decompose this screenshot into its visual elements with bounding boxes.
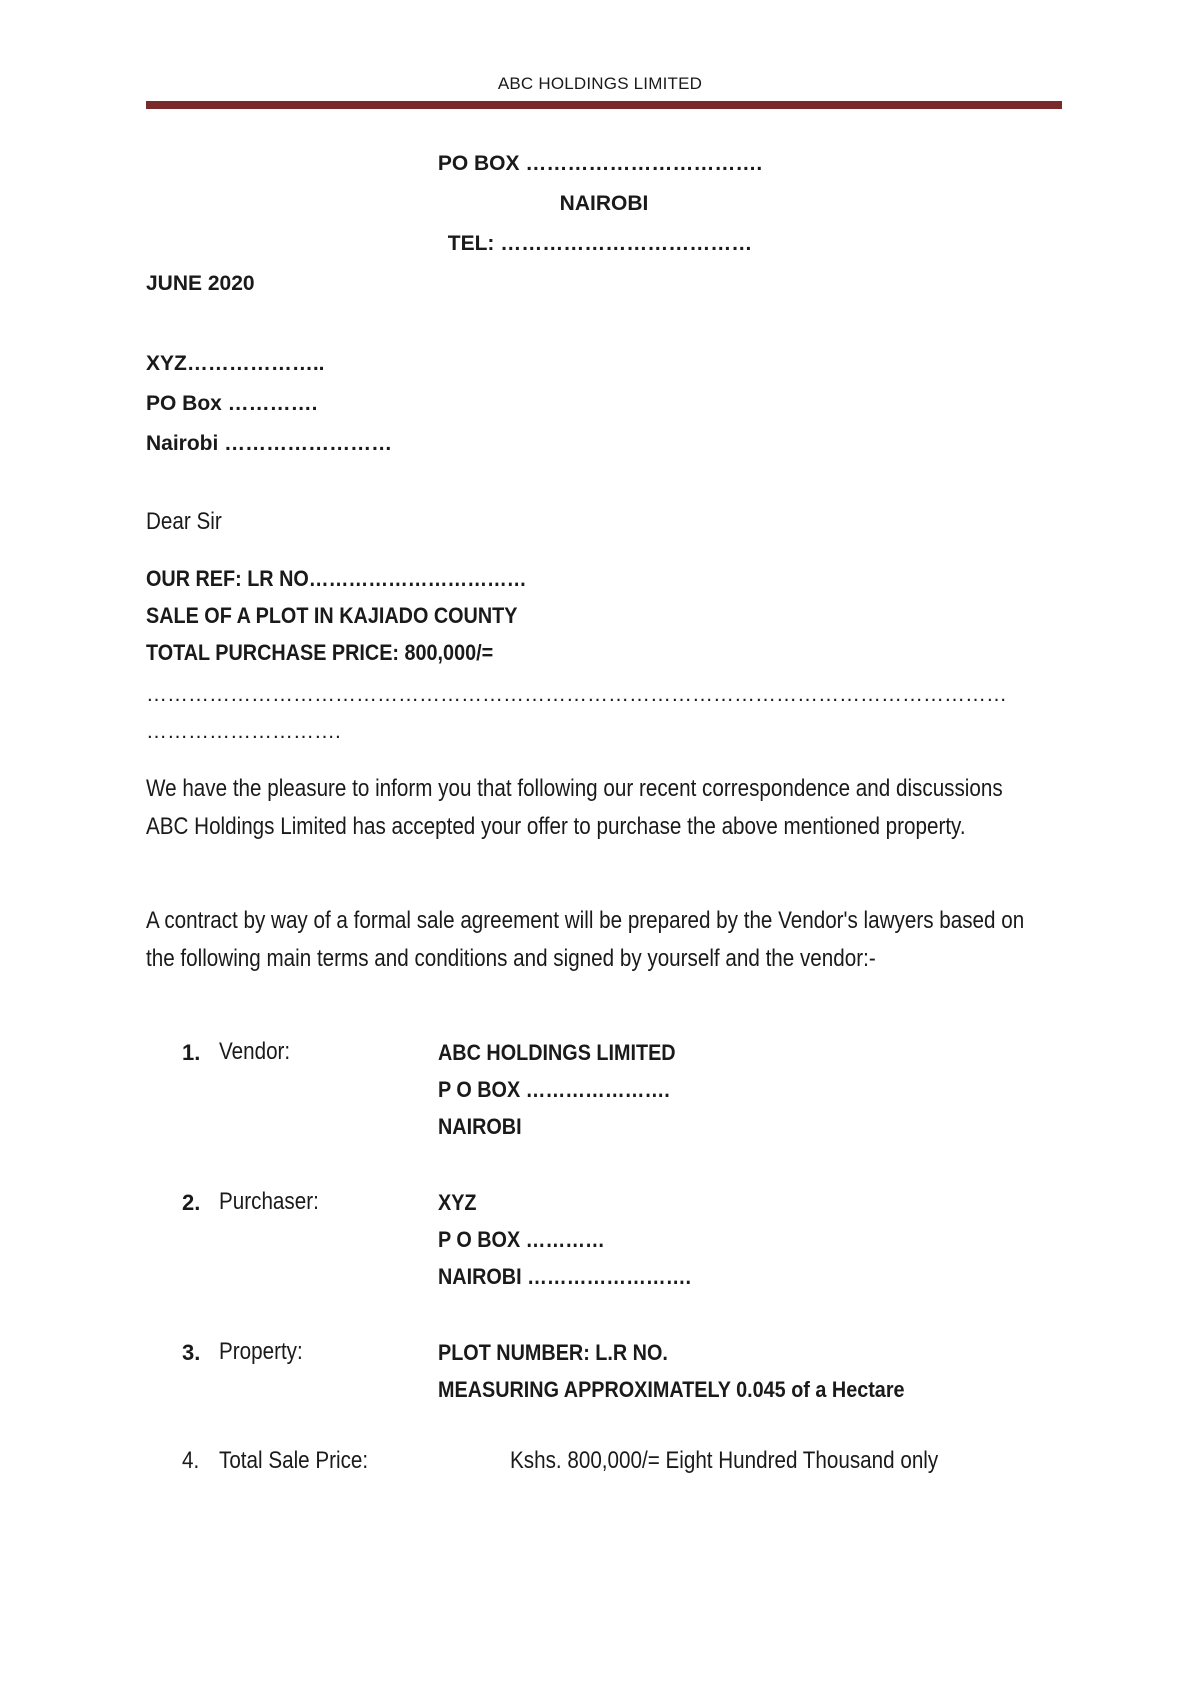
term-4-number: 4. [182,1447,200,1474]
term-1-line-2: P O BOX …………………. [438,1077,670,1102]
dotted-line-1: …………………………………………………………………………………………………………… [146,683,1007,706]
sender-city: NAIROBI [559,192,649,215]
term-1-line-1: ABC HOLDINGS LIMITED [438,1040,676,1065]
recipient-name: XYZ……………….. [146,352,325,375]
term-3-number: 3. [182,1340,201,1365]
sender-po-box: PO BOX ……………………………. [437,152,763,175]
term-3-label: Property: [219,1338,303,1365]
term-2-line-3: NAIROBI ……………………. [438,1264,692,1289]
header-company-name: ABC HOLDINGS LIMITED [497,74,703,93]
reference-number: OUR REF: LR NO…………………………… [146,566,527,591]
term-1-line-3: NAIROBI [438,1114,522,1139]
salutation: Dear Sir [146,508,222,535]
term-4-label: Total Sale Price: [219,1447,369,1474]
recipient-city: Nairobi …………………… [146,432,393,455]
body-paragraph-1: We have the pleasure to inform you that following our recent correspondence and discussions ABC Holdings Limited has accepted your offer to purchase the above mentioned property. [146,775,1003,840]
reference-price: TOTAL PURCHASE PRICE: 800,000/= [146,640,494,665]
dotted-line-2: ………………………. [146,720,341,743]
term-4-value: Kshs. 800,000/= Eight Hundred Thousand only [510,1447,939,1474]
term-2-label: Purchaser: [219,1188,319,1215]
reference-subject: SALE OF A PLOT IN KAJIADO COUNTY [146,603,518,628]
letter-date: JUNE 2020 [146,272,255,295]
recipient-po-box: PO Box …………. [146,392,318,415]
term-3-line-2: MEASURING APPROXIMATELY 0.045 of a Hectare [438,1377,905,1402]
term-2-number: 2. [182,1190,201,1215]
term-1-number: 1. [182,1040,201,1065]
sender-tel: TEL: ……………………………… [447,232,753,255]
body-paragraph-2: A contract by way of a formal sale agreement will be prepared by the Vendor's lawyers based on the following main terms and conditions and signed by yourself and the vendor:- [146,907,1025,972]
header-divider [146,101,1062,109]
term-2-line-1: XYZ [438,1190,477,1215]
term-2-line-2: P O BOX ………… [438,1227,605,1252]
term-3-line-1: PLOT NUMBER: L.R NO. [438,1340,668,1365]
term-1-label: Vendor: [219,1038,291,1065]
